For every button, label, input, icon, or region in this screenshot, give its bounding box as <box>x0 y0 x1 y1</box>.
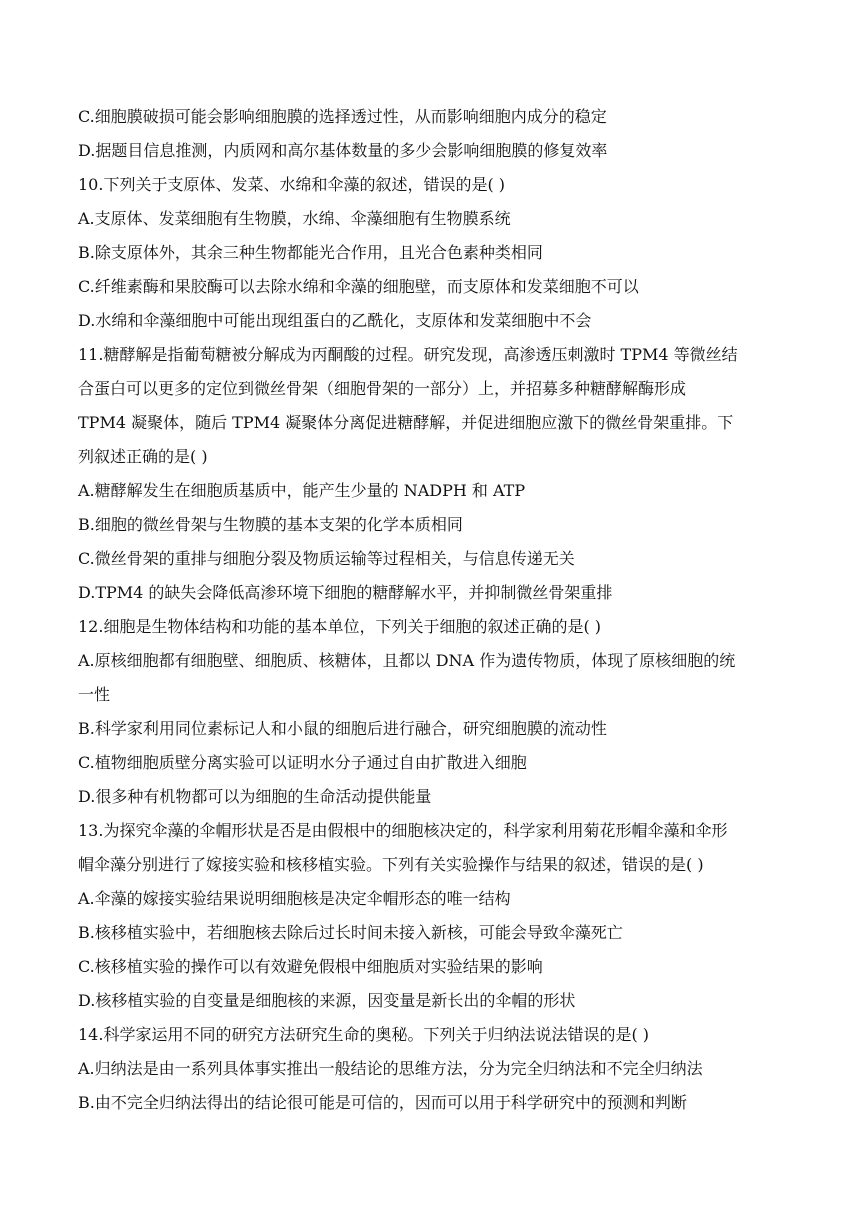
option-line: A.支原体、发菜细胞有生物膜，水绵、伞藻细胞有生物膜系统 <box>78 209 511 228</box>
option-line: 一性 <box>78 685 111 704</box>
text-line: C.细胞膜破损可能会影响细胞膜的选择透过性，从而影响细胞内成分的稳定 <box>78 107 607 126</box>
question-stem: 12.细胞是生物体结构和功能的基本单位，下列关于细胞的叙述正确的是( ) <box>78 617 602 636</box>
option-line: C.微丝骨架的重排与细胞分裂及物质运输等过程相关，与信息传递无关 <box>78 549 575 568</box>
question-stem: 11.糖酵解是指葡萄糖被分解成为丙酮酸的过程。研究发现，高渗透压刺激时 TPM4 等微丝结 <box>78 345 738 364</box>
option-line: C.核移植实验的操作可以有效避免假根中细胞质对实验结果的影响 <box>78 957 543 976</box>
option-line: B.核移植实验中，若细胞核去除后过长时间未接入新核，可能会导致伞藻死亡 <box>78 923 623 942</box>
option-line: A.归纳法是由一系列具体事实推出一般结论的思维方法，分为完全归纳法和不完全归纳法 <box>78 1059 703 1078</box>
question-stem: 10.下列关于支原体、发菜、水绵和伞藻的叙述，错误的是( ) <box>78 175 506 194</box>
option-line: A.原核细胞都有细胞壁、细胞质、核糖体，且都以 DNA 作为遗传物质，体现了原核细胞的统 <box>78 651 736 670</box>
question-stem: 帽伞藻分别进行了嫁接实验和核移植实验。下列有关实验操作与结果的叙述，错误的是( ) <box>78 855 704 874</box>
option-line: B.科学家利用同位素标记人和小鼠的细胞后进行融合，研究细胞膜的流动性 <box>78 719 607 738</box>
option-line: B.由不完全归纳法得出的结论很可能是可信的，因而可以用于科学研究中的预测和判断 <box>78 1093 687 1112</box>
question-stem: 14.科学家运用不同的研究方法研究生命的奥秘。下列关于归纳法说法错误的是( ) <box>78 1025 650 1044</box>
option-line: C.纤维素酶和果胶酶可以去除水绵和伞藻的细胞壁，而支原体和发菜细胞不可以 <box>78 277 639 296</box>
question-stem: TPM4 凝聚体，随后 TPM4 凝聚体分离促进糖酵解，并促进细胞应激下的微丝骨架重排。下 <box>78 413 734 432</box>
option-line: D.水绵和伞藻细胞中可能出现组蛋白的乙酰化，支原体和发菜细胞中不会 <box>78 311 592 330</box>
option-line: B.细胞的微丝骨架与生物膜的基本支架的化学本质相同 <box>78 515 463 534</box>
document-page <box>78 100 790 1120</box>
question-stem: 13.为探究伞藻的伞帽形状是否是由假根中的细胞核决定的，科学家利用菊花形帽伞藻和伞形 <box>78 821 728 840</box>
option-line: D.很多种有机物都可以为细胞的生命活动提供能量 <box>78 787 432 806</box>
option-line: B.除支原体外，其余三种生物都能光合作用，且光合色素种类相同 <box>78 243 543 262</box>
option-line: C.植物细胞质壁分离实验可以证明水分子通过自由扩散进入细胞 <box>78 753 527 772</box>
text-line: D.据题目信息推测，内质网和高尔基体数量的多少会影响细胞膜的修复效率 <box>78 141 608 160</box>
option-line: A.糖酵解发生在细胞质基质中，能产生少量的 NADPH 和 ATP <box>78 481 526 500</box>
option-line: D.TPM4 的缺失会降低高渗环境下细胞的糖酵解水平，并抑制微丝骨架重排 <box>78 583 613 602</box>
option-line: A.伞藻的嫁接实验结果说明细胞核是决定伞帽形态的唯一结构 <box>78 889 511 908</box>
question-stem: 合蛋白可以更多的定位到微丝骨架（细胞骨架的一部分）上，并招募多种糖酵解酶形成 <box>78 379 687 398</box>
option-line: D.核移植实验的自变量是细胞核的来源，因变量是新长出的伞帽的形状 <box>78 991 576 1010</box>
question-stem: 列叙述正确的是( ) <box>78 447 208 466</box>
